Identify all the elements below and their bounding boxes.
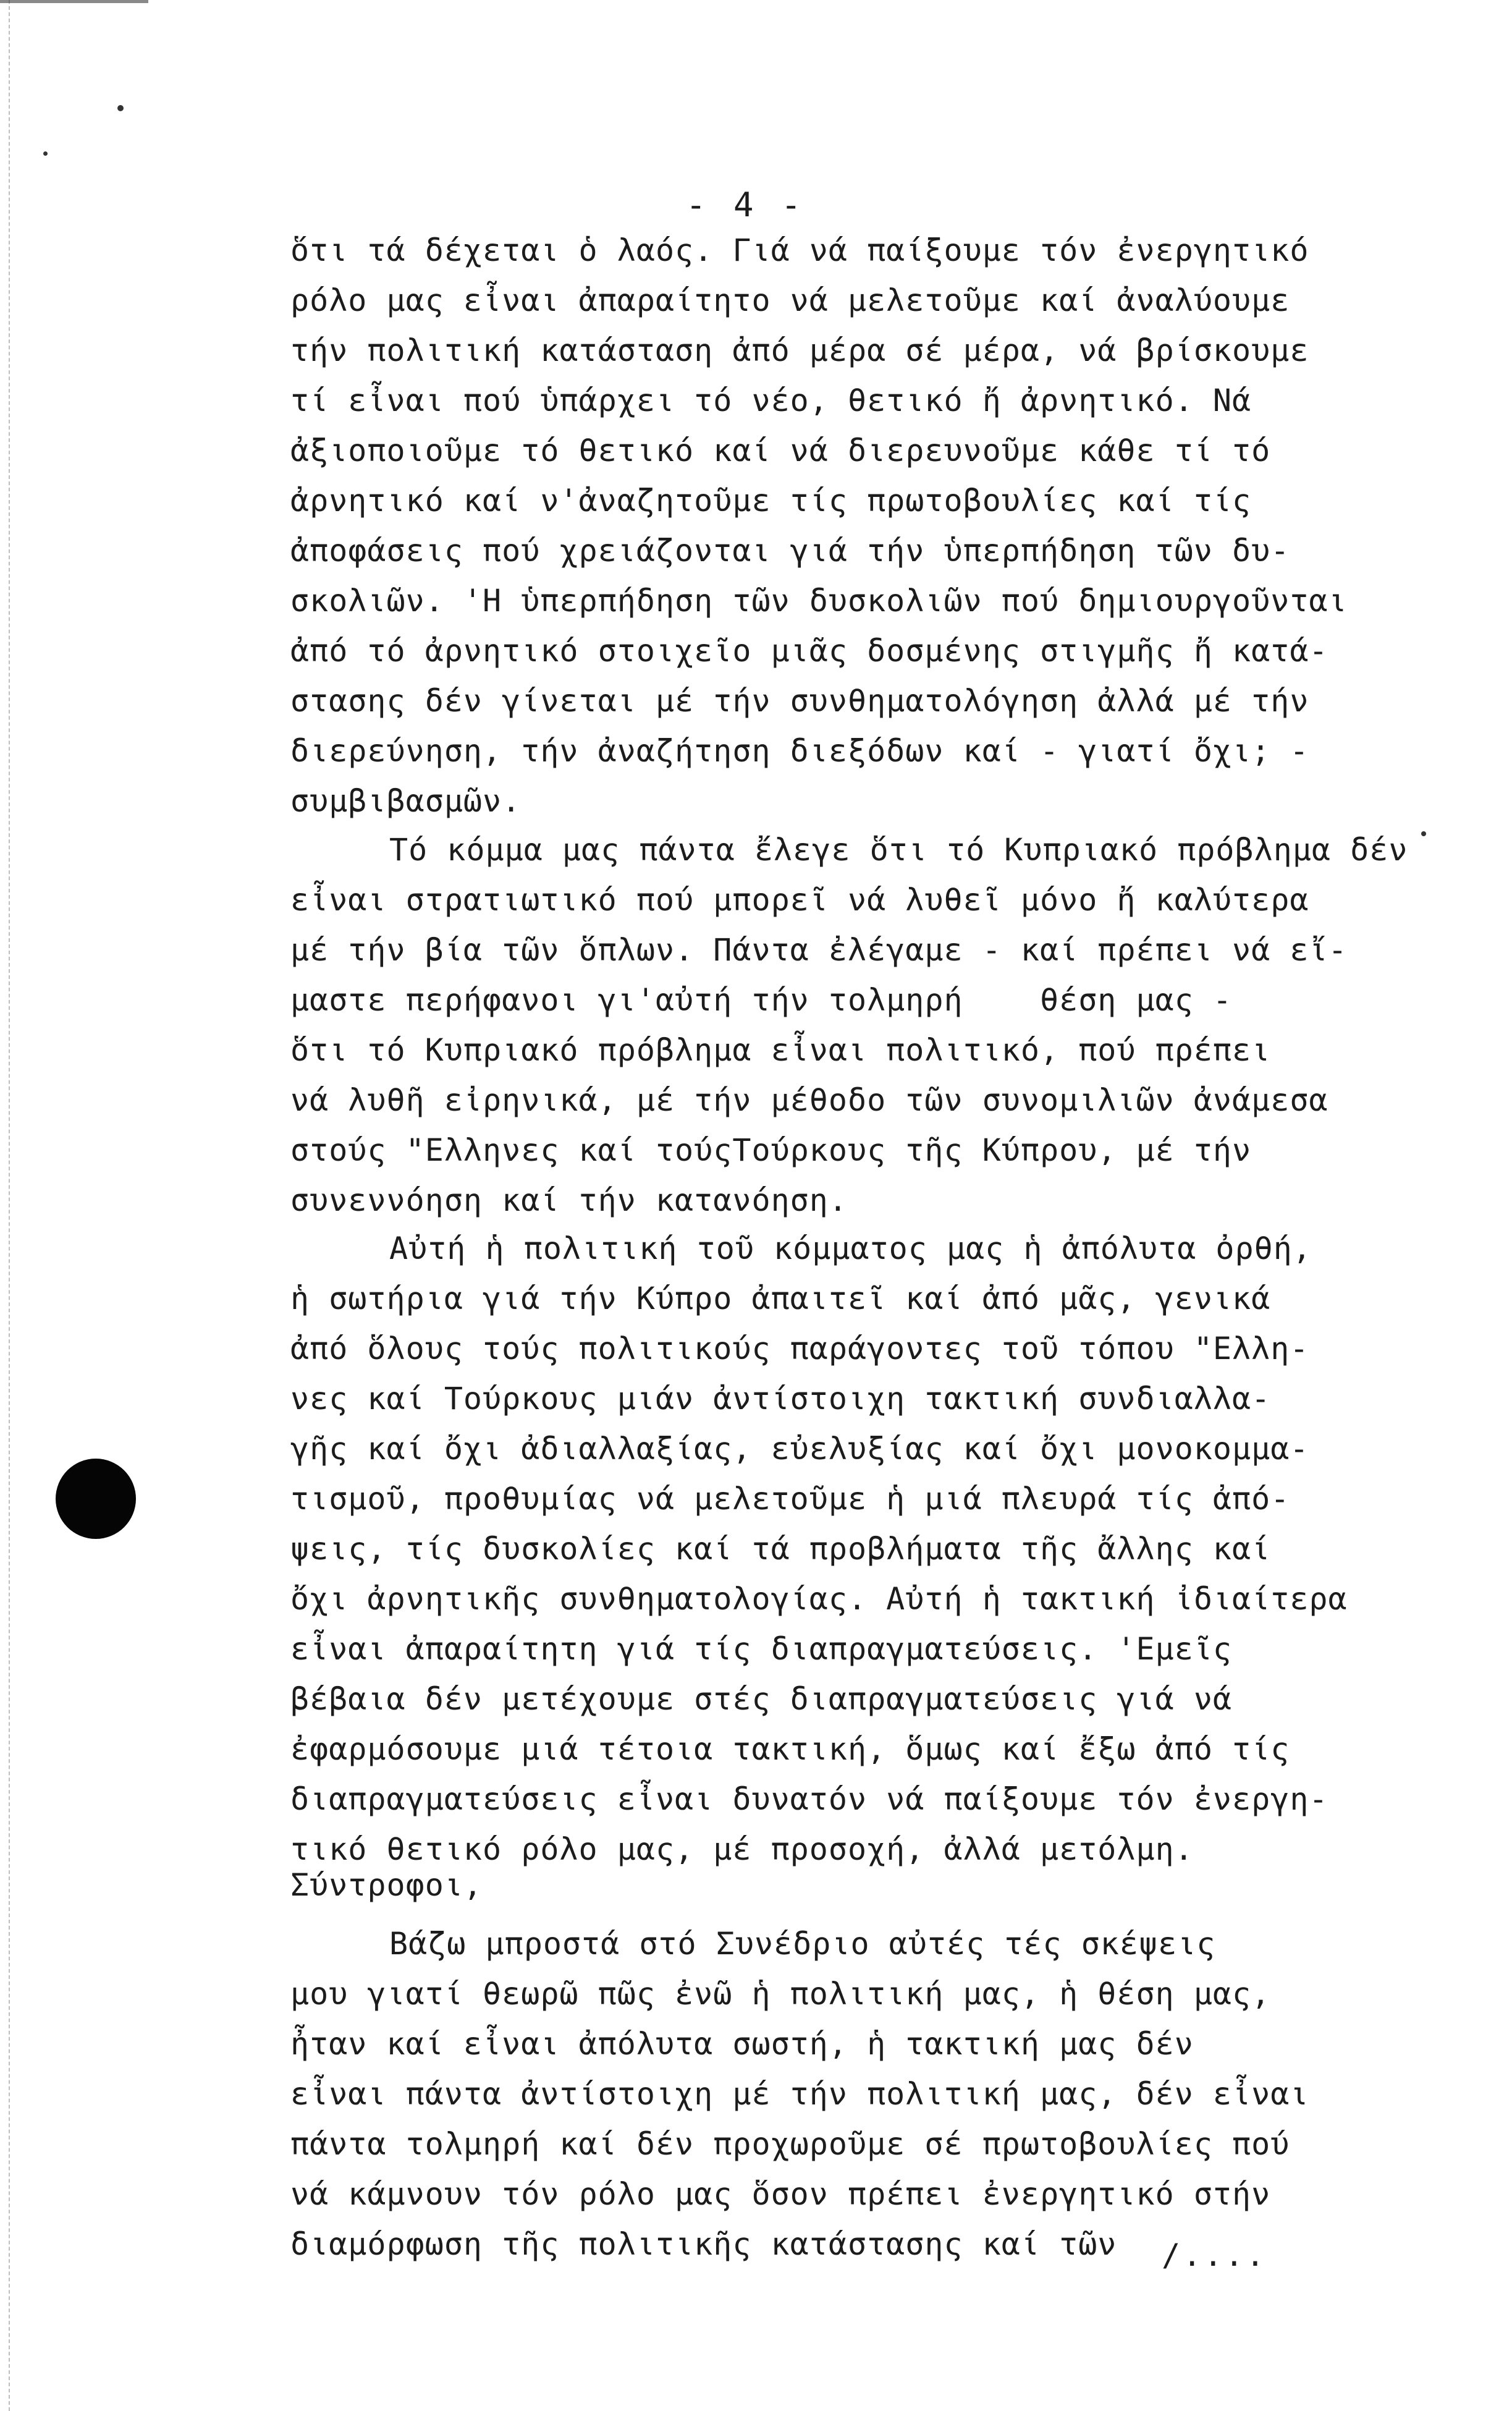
text-line: σκολιῶν. 'Η ὑπερπήδηση τῶν δυσκολιῶν πού δημιουργοῦνται (290, 583, 1348, 619)
text-line: διαπραγματεύσεις εἶναι δυνατόν νά παίξουμε τόν ἐνεργη- (290, 1781, 1328, 1817)
text-line: νά λυθῆ εἰρηνικά, μέ τήν μέθοδο τῶν συνομιλιῶν ἀνάμεσα (290, 1082, 1328, 1118)
text-line: ἐφαρμόσουμε μιά τέτοια τακτική, ὅμως καί ἔξω ἀπό τίς (290, 1731, 1290, 1767)
text-line: ἀξιοποιοῦμε τό θετικό καί νά διερευνοῦμε κάθε τί τό (290, 433, 1271, 468)
text-line: Αὐτή ἡ πολιτική τοῦ κόμματος μας ἡ ἀπόλυτα ὀρθή, (389, 1231, 1312, 1266)
text-line: διερεύνηση, τήν ἀναζήτηση διεξόδων καί - γιατί ὄχι; - (290, 733, 1309, 769)
text-line: μέ τήν βία τῶν ὅπλων. Πάντα ἐλέγαμε - καί πρέπει νά εἴ- (290, 932, 1348, 968)
text-line: μου γιατί θεωρῶ πῶς ἐνῶ ἡ πολιτική μας, ἡ θέση μας, (290, 1976, 1271, 2012)
text-line: ἀρνητικό καί ν'ἀναζητοῦμε τίς πρωτοβουλίες καί τίς (290, 483, 1252, 519)
text-line: ἦταν καί εἶναι ἀπόλυτα σωστή, ἡ τακτική μας δέν (290, 2026, 1194, 2062)
text-line: Σύντροφοι, (290, 1867, 483, 1903)
text-line: Τό κόμμα μας πάντα ἔλεγε ὅτι τό Κυπριακό πρόβλημα δέν (389, 832, 1408, 868)
paragraph (290, 1224, 1353, 1875)
text-line: πάντα τολμηρή καί δέν προχωροῦμε σέ πρωτοβουλίες πού (290, 2126, 1290, 2162)
text-line: μαστε περήφανοι γι'αὐτή τήν τολμηρή θέση μας - (290, 982, 1233, 1018)
text-line: στούς "Ελληνες καί τούςΤούρκους τῆς Κύπρου, μέ τήν (290, 1132, 1252, 1168)
text-line: εἶναι στρατιωτικό πού μπορεῖ νά λυθεῖ μόνο ἤ καλύτερα (290, 882, 1309, 918)
text-line: συμβιβασμῶν. (290, 783, 522, 819)
scan-top-marks (0, 0, 148, 28)
scan-speck (1421, 831, 1426, 836)
text-line: ἡ σωτήρια γιά τήν Κύπρο ἀπαιτεῖ καί ἀπό μᾶς, γενικά (290, 1281, 1271, 1316)
text-line: ὄχι ἀρνητικῆς συνθηματολογίας. Αὐτή ἡ τακτική ἰδιαίτερα (290, 1581, 1348, 1617)
punch-hole (56, 1459, 136, 1539)
text-line: εἶναι ἀπαραίτητη γιά τίς διαπραγματεύσεις. 'Εμεῖς (290, 1631, 1233, 1667)
text-line: Βάζω μπροστά στό Συνέδριο αὐτές τές σκέψεις (389, 1926, 1216, 1962)
scan-speck (117, 105, 124, 111)
text-line: συνεννόηση καί τήν κατανόηση. (290, 1182, 848, 1218)
page-number: - 4 - (686, 185, 805, 224)
text-line: νες καί Τούρκους μιάν ἀντίστοιχη τακτική συνδιαλλα- (290, 1381, 1271, 1417)
paragraph (290, 1919, 1353, 2269)
text-line: ψεις, τίς δυσκολίες καί τά προβλήματα τῆς ἄλλης καί (290, 1531, 1271, 1567)
text-line: ρόλο μας εἶναι ἀπαραίτητο νά μελετοῦμε καί ἀναλύουμε (290, 282, 1290, 318)
text-line: στασης δέν γίνεται μέ τήν συνθηματολόγηση ἀλλά μέ τήν (290, 683, 1309, 719)
text-line: τικό θετικό ρόλο μας, μέ προσοχή, ἀλλά μετόλμη. (290, 1831, 1194, 1867)
text-line: βέβαια δέν μετέχουμε στές διαπραγματεύσεις γιά νά (290, 1681, 1233, 1717)
text-line: τήν πολιτική κατάσταση ἀπό μέρα σέ μέρα, νά βρίσκουμε (290, 333, 1309, 368)
paragraph (290, 226, 1353, 826)
scan-speck (43, 151, 48, 156)
text-line: τί εἶναι πού ὑπάρχει τό νέο, θετικό ἤ ἀρνητικό. Νά (290, 383, 1252, 418)
continuation-mark: /.... (1162, 2237, 1267, 2273)
text-line: ὅτι τά δέχεται ὁ λαός. Γιά νά παίξουμε τόν ἐνεργητικό (290, 232, 1309, 268)
text-line: τισμοῦ, προθυμίας νά μελετοῦμε ἡ μιά πλευρά τίς ἀπό- (290, 1481, 1290, 1517)
scan-edge (0, 0, 10, 2411)
salutation (290, 1860, 1353, 1910)
text-line: νά κάμνουν τόν ρόλο μας ὅσον πρέπει ἐνεργητικό στήν (290, 2176, 1271, 2212)
text-line: ἀπό ὅλους τούς πολιτικούς παράγοντες τοῦ τόπου "Ελλη- (290, 1331, 1309, 1367)
text-line: ὅτι τό Κυπριακό πρόβλημα εἶναι πολιτικό, πού πρέπει (290, 1032, 1271, 1068)
text-line: διαμόρφωση τῆς πολιτικῆς κατάστασης καί τῶν (290, 2226, 1117, 2262)
text-line: εἶναι πάντα ἀντίστοιχη μέ τήν πολιτική μας, δέν εἶναι (290, 2076, 1309, 2112)
paragraph (290, 825, 1408, 1226)
text-line: ἀποφάσεις πού χρειάζονται γιά τήν ὑπερπήδηση τῶν δυ- (290, 533, 1290, 569)
text-line: ἀπό τό ἀρνητικό στοιχεῖο μιᾶς δοσμένης στιγμῆς ἤ κατά- (290, 633, 1328, 669)
text-line: γῆς καί ὄχι ἀδιαλλαξίας, εὐελυξίας καί ὄχι μονοκομμα- (290, 1431, 1309, 1467)
